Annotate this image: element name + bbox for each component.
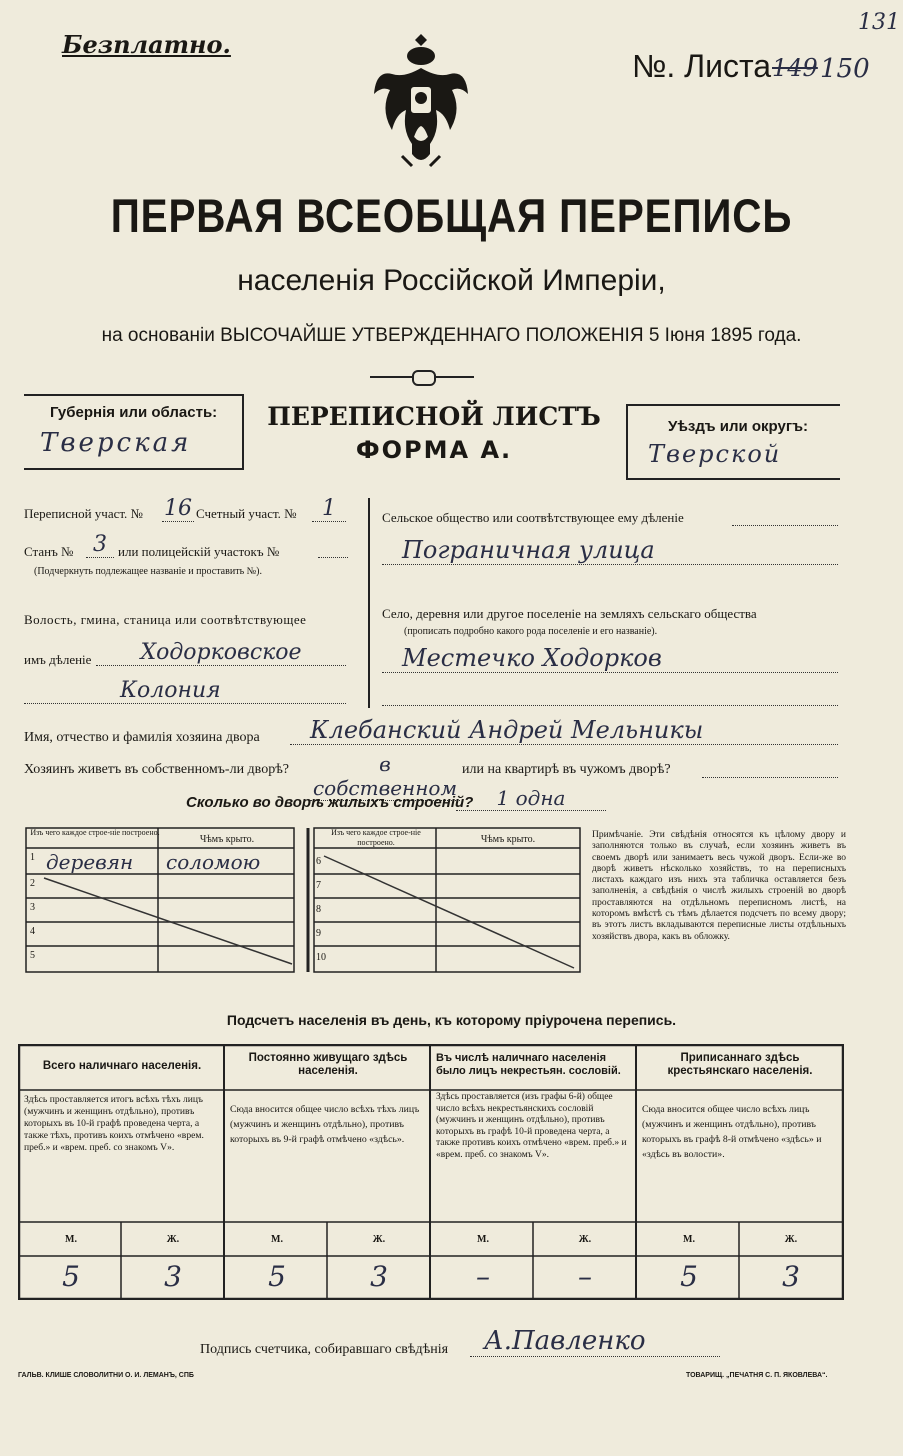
count-col3-head: Въ числѣ наличнаго населенія было лицъ некрестьян. сословій. [436,1052,621,1077]
signature-value: А.Павленко [470,1326,720,1357]
row-number: 10 [316,952,326,963]
buildings-label: Сколько во дворѣ жилыхъ строеній? [186,794,474,811]
signature-label: Подпись счетчика, собиравшаго свѣдѣнія [200,1342,449,1357]
census-area-value: 16 [164,496,192,521]
footer-left: ГАЛЬВ. КЛИШЕ СЛОВОЛИТНИ О. И. ЛЕМАНЪ, СПБ [18,1372,194,1379]
buildings-value: 1 одна [456,786,606,811]
census-area-label: Переписной участ. № [24,506,143,521]
village-note: (прописать подробно какого рода поселеніе и его названіе). [404,626,658,637]
count-col1-male: 5 [62,1260,80,1293]
society-label: Сельское общество или соотвѣтствующее ему дѣленіе [382,510,684,525]
count-col4-desc: Сюда вносится общее число всѣхъ лицъ (мужчинъ и женщинъ отдѣльно), противъ которыхъ въ графѣ 8-й отмѣчено «здѣсь» и «здѣсь въ волости». [642,1104,822,1160]
row-number: 4 [30,926,35,937]
female-label: Ж. [166,1234,180,1245]
count-title: Подсчетъ населенія въ день, къ которому пріурочена перепись. [226,1012,677,1028]
count-col4-female: 3 [782,1260,800,1293]
count-col2-male: 5 [268,1260,286,1293]
count-col2-head: Постоянно живущаго здѣсь населенія. [248,1052,408,1077]
male-label: М. [477,1234,489,1245]
buildings-col2-head-right: Чѣмъ крыто. [480,834,536,845]
count-col1-female: 3 [164,1260,182,1293]
form-title: ПЕРЕПИСНОЙ ЛИСТЪ [267,402,601,431]
count-col3-female: – [578,1260,592,1293]
village-line-2 [382,704,838,706]
stan-value: 3 [86,532,114,558]
section-divider [368,498,370,708]
buildings-col1-head-right: Изъ чего каждое строе-ніе построено. [331,828,421,847]
count-col4-head: Приписаннаго здѣсь крестьянскаго населенія. [667,1052,813,1077]
main-title: ПЕРВАЯ ВСЕОБЩАЯ ПЕРЕПИСЬ [110,189,793,242]
owner-value: Клебанский Андрей Мельникы [290,716,838,745]
row-number: 2 [30,878,35,889]
ornament-divider [370,372,474,382]
count-area-value: 1 [312,496,346,522]
buildings-table [24,826,584,976]
volost-label-cont: имъ дѣленіе [24,652,92,667]
row-number: 5 [30,950,35,961]
building-roof: соломою [166,850,261,874]
row-number: 3 [30,902,35,913]
police-value-line [318,556,348,558]
male-label: М. [271,1234,283,1245]
row-number: 1 [30,852,35,863]
row-number: 6 [316,856,321,867]
stan-label: Станъ № [24,544,74,559]
owner-lives-value: в собственном [310,752,460,801]
count-col4-male: 5 [680,1260,698,1293]
owner-label: Имя, отчество и фамилія хозяина двора [24,730,260,745]
form-subtitle: ФОРМА А. [355,436,513,464]
female-label: Ж. [372,1234,386,1245]
police-label: или полицейскій участокъ № [118,544,280,559]
village-label: Село, деревня или другое поселеніе на земляхъ сельскаго общества [382,606,757,621]
double-headed-eagle-emblem [372,34,470,172]
row-number: 8 [316,904,321,915]
sheet-number-value: 150 [820,54,870,84]
uyezd-value: Тверской [648,440,782,468]
sheet-number-label: №. Листа [632,48,772,84]
owner-lives-label-2: или на квартирѣ въ чужомъ дворѣ? [462,762,671,777]
volost-value: Ходорковское [96,640,346,666]
owner-lives-line [702,776,838,778]
uyezd-label: Уѣздъ или округъ: [668,418,809,435]
row-number: 7 [316,880,321,891]
footer-right: ТОВАРИЩ. „ПЕЧАТНЯ С. П. ЯКОВЛЕВА“. [686,1372,828,1379]
female-label: Ж. [578,1234,592,1245]
count-col3-desc: Здѣсь проставляется (изъ графы 6-й) общее число всѣхъ некрестьянскихъ сословій (мужчинъ и женщинъ отдѣльно), противъ которыхъ въ графѣ 10-й проведена черта, а также противъ коихъ отмѣчено «врем. преб.» и «врем. преб. со знакомъ V». [436,1092,627,1160]
male-label: М. [683,1234,695,1245]
buildings-note: Примѣчаніе. Эти свѣдѣнія относятся къ цѣлому двору и заполняются только въ случаѣ, если хозяинъ живетъ въ своемъ дворѣ или занимаетъ весь чужой дворъ. Если-же во дворѣ живетъ нѣсколько хозяйствъ, то на переписныхъ листахъ каждаго изъ нихъ эта табличка оставляется безъ заполненія, а свѣдѣнія о числѣ жилыхъ строеній во дворѣ проставляются на отдѣльномъ переписномъ листѣ, на которомъ вмѣстѣ съ тѣмъ дѣлается подсчетъ по всему двору; въ этотъ листъ вкладываются переписные листы отдѣльныхъ хозяйствъ двора, какъ въ обложку. [592,830,846,942]
count-col2-desc: Сюда вносится общее число всѣхъ тѣхъ лицъ (мужчинъ и женщинъ отдѣльно), противъ которыхъ въ 9-й графѣ отмѣчено «здѣсь». [230,1104,420,1145]
building-material: деревян [46,850,134,874]
count-col1-desc: Здѣсь проставляется итогъ всѣхъ тѣхъ лицъ (мужчинъ и женщинъ отдѣльно), противъ которыхъ въ 10-й графѣ проведена черта, а также тѣхъ, противъ коихъ отмѣчено «врем. преб.» и «врем. преб. со знакомъ V». [24,1094,204,1153]
village-value: Местечко Ходорков [382,644,838,673]
count-area-label: Счетный участ. № [196,506,297,521]
legal-basis: на основаніи ВЫСОЧАЙШЕ УТВЕРЖДЕННАГО ПОЛОЖЕНІЯ 5 Іюня 1895 года. [101,325,802,346]
count-col3-male: – [476,1260,490,1293]
male-label: М. [65,1234,77,1245]
buildings-col1-head: Изъ чего каждое строе-ніе построено. [30,828,160,837]
female-label: Ж. [784,1234,798,1245]
subtitle: населенія Россійской Имперіи, [237,264,666,297]
count-col1-head: Всего наличнаго населенія. [42,1060,202,1072]
guberniya-value: Тверская [40,428,192,458]
free-label: Безплатно. [62,30,231,59]
society-value: Пограничная улица [382,536,838,565]
volost-value-cont: Колония [24,678,346,704]
count-col2-female: 3 [370,1260,388,1293]
owner-lives-label: Хозяинъ живетъ въ собственномъ-ли дворѣ? [24,762,290,777]
stan-note: (Подчеркнуть подлежащее названіе и проставить №). [34,566,262,577]
sheet-number-struck: 149 [772,54,818,82]
row-number: 9 [316,928,321,939]
sheet-corner-number: 131 [858,10,900,35]
buildings-col2-head: Чѣмъ крыто. [199,834,255,845]
volost-label: Волость, гмина, станица или соотвѣтствующее [24,612,307,627]
guberniya-label: Губернія или область: [50,404,218,421]
society-line [732,524,838,526]
